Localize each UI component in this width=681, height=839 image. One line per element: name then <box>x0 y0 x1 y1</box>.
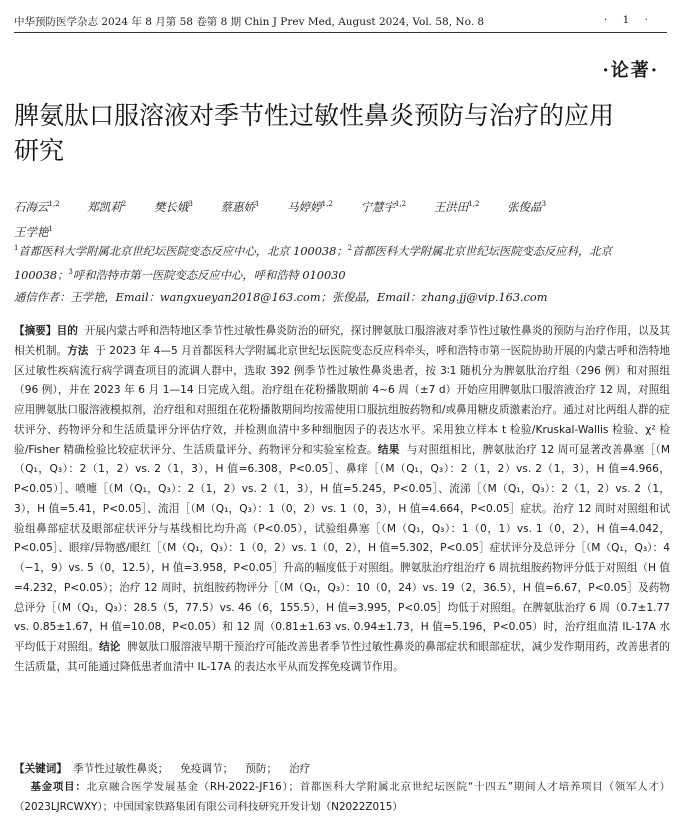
conclusion-text: 脾氨肽口服溶液早期干预治疗可能改善患者季节性过敏性鼻炎的鼻部症状和眼部症状，减少发作期用药，改善患者的生活质量，其可能通过降低患者血清中 IL-17A 的表达水平从而发挥免疫调节作用。 <box>14 641 671 673</box>
objective-label: 目的 <box>56 325 78 337</box>
header-divider <box>14 32 667 33</box>
abstract-label: 【摘要】 <box>14 325 57 337</box>
conclusion-label: 结论 <box>99 641 121 653</box>
author: 王学艳$^1$ <box>14 224 53 239</box>
author: 张俊晶$^3$ <box>507 199 547 214</box>
affiliations: $^1$首都医科大学附属北京世纪坛医院变态反应中心，北京 100038；$^2$首都医科大学附属北京世纪坛医院变态反应科，北京 100038；$^3$呼和浩特市第一医院变态反应中心，呼和浩特 010030 通信作者：王学艳，Email：wangxueyan2018@163.com；张俊晶，Email：zhang.jj@vip.163.com <box>14 244 612 304</box>
affiliation: 首都医科大学附属北京世纪坛医院变态反应中心，北京 100038； <box>18 244 348 258</box>
author: 郑凯莉$^2$ <box>87 199 127 214</box>
objective-text: 开展内蒙古呼和浩特地区季节性过敏性鼻炎防治的研究，探讨脾氨肽口服溶液对季节性过敏性鼻炎的预防与治疗作用，以及其相关机制。 <box>14 325 671 357</box>
author: 石海云$^{1,2}$ <box>14 199 60 214</box>
running-header <box>14 12 666 32</box>
journal-info: 中华预防医学杂志 2024 年 8 月第 58 卷第 8 期 Chin J Prev Med, August 2024, Vol. 58, No. 8 <box>14 16 485 28</box>
results-label: 结果 <box>377 443 400 456</box>
abstract <box>14 322 670 678</box>
author: 宁慧宇$^{1,2}$ <box>360 199 407 214</box>
keywords-label: 【关键词】 <box>14 763 67 775</box>
keyword: 预防； <box>245 763 278 775</box>
author-list <box>14 193 654 243</box>
keyword: 治疗 <box>289 763 311 775</box>
methods-label: 方法 <box>67 344 89 357</box>
methods-text: 于 2023 年 4—5 月首都医科大学附属北京世纪坛医院变态反应科牵头，呼和浩特市第一医院协助开展的内蒙古呼和浩特地区过敏性疾病流行病学调查项目的流调人群中，选取 392 例季节性过敏性鼻炎患者，按 3∶1 随机分为脾氨肽治疗组（296 例）和对照组（96 例），并在 2023 年 6 月 1—14 日完成入组。治疗组在花粉播散期前 4~6 周（±7 d）开始应用脾氨肽口服溶液治疗 12 周，对照组应用脾氨肽口服溶液模拟剂，治疗组和对照组在花粉播散期间均按需使用口服抗组胺药物和/或鼻用糖皮质激素治疗。通过对比两组人群的症状评分、药物评分和生活质量评分评估疗效，并检测血清中多种细胞因子的表达水平。采用独立样本 t 检验/Kruskal-Wallis 检验、χ² 检验/Fisher 精确检验比较症状评分、生活质量评分、药物评分和实验室检查。 <box>14 344 671 456</box>
affiliation: 首都医科大学附属北京世纪坛医院变态反应科，北京 100038； <box>14 244 612 283</box>
page-number: · 1 · <box>603 14 654 26</box>
author: 王洪田$^{1,2}$ <box>433 199 480 214</box>
keyword: 季节性过敏性鼻炎； <box>72 763 169 775</box>
keywords <box>14 760 670 779</box>
funding-text: 北京融合医学发展基金（RH-2022-JF16）；首都医科大学附属北京世纪坛医院“十四五”期间人才培养项目（领军人才）（2023LJRCWXY）；中国国家铁路集团有限公司科技研究开发计划（N2022Z015） <box>14 781 671 813</box>
author: 樊长娥$^3$ <box>153 199 193 214</box>
section-label: ·论著· <box>602 60 659 81</box>
keyword: 免疫调节； <box>180 763 234 775</box>
article-title: 脾氨肽口服溶液对季节性过敏性鼻炎预防与治疗的应用研究 <box>14 101 615 165</box>
funding <box>14 778 670 817</box>
affiliation: 呼和浩特市第一医院变态反应中心，呼和浩特 010030 <box>72 269 346 283</box>
corresponding-author: 通信作者：王学艳，Email：wangxueyan2018@163.com；张俊晶，Email：zhang.jj@vip.163.com <box>14 290 548 304</box>
author: 蔡惠娇$^1$ <box>220 199 260 214</box>
funding-label: 基金项目： <box>30 781 87 793</box>
results-text: 与对照组相比，脾氨肽治疗 12 周可显著改善鼻塞［（M（Q₁，Q₃）：2（1，2）vs. 2（1，3），H 值=6.308，P<0.05］、鼻痒［（M（Q₁，Q₃）：2（1，2）vs. 2（1，3），H 值=4.966，P<0.05）］、喷嚏［（M（Q₁，Q₃）：2（1，2）vs. 2（1，3），H 值=5.245，P<0.05］、流涕［（M（Q₁，Q₃）：2（1，2）vs. 2（1，3），H 值=5.41，P<0.05］、流泪［（M（Q₁，Q₃）：1（0，2）vs. 1（0，3），H 值=4.664，P<0.05］症状。治疗 12 周时对照组和试验组鼻部症状及眼部症状评分与基线相比均升高（P<0.05），试验组鼻塞［（M（Q₁，Q₃）：1（0，1）vs. 1（0，2），H 值=4.042，P<0.05］、眼痒/异物感/眼红［（M（Q₁，Q₃）：1（0，2）vs. 1（0，2），H 值=5.302，P<0.05］症状评分及总评分［（M（Q₁，Q₃）：4（−1，9）vs. 5（0，12.5），H 值=3.958，P<0.05］升高的幅度低于对照组。脾氨肽治疗组治疗 6 周抗组胺药物评分低于对照组（H 值=4.232，P<0.05）；治疗 12 周时，抗组胺药物评分［（M（Q₁，Q₃）：10（0，24）vs. 19（2，36.5），H 值=6.67，P<0.05］及药物总评分［（M（Q₁，Q₃）：28.5（5，77.5）vs. 46（6，155.5），H 值=3.995，P<0.05］均低于对照组。在脾氨肽治疗 6 周（0.7±1.77 vs. 0.85±1.67，H 值=10.08，P<0.05）和 12 周（0.81±1.63 vs. 0.94±1.73，H 值=5.196，P<0.05）时，治疗组血清 IL-17A 水平均低于对照组。 <box>14 443 671 653</box>
author: 马婷婷$^{1,2}$ <box>287 199 333 214</box>
